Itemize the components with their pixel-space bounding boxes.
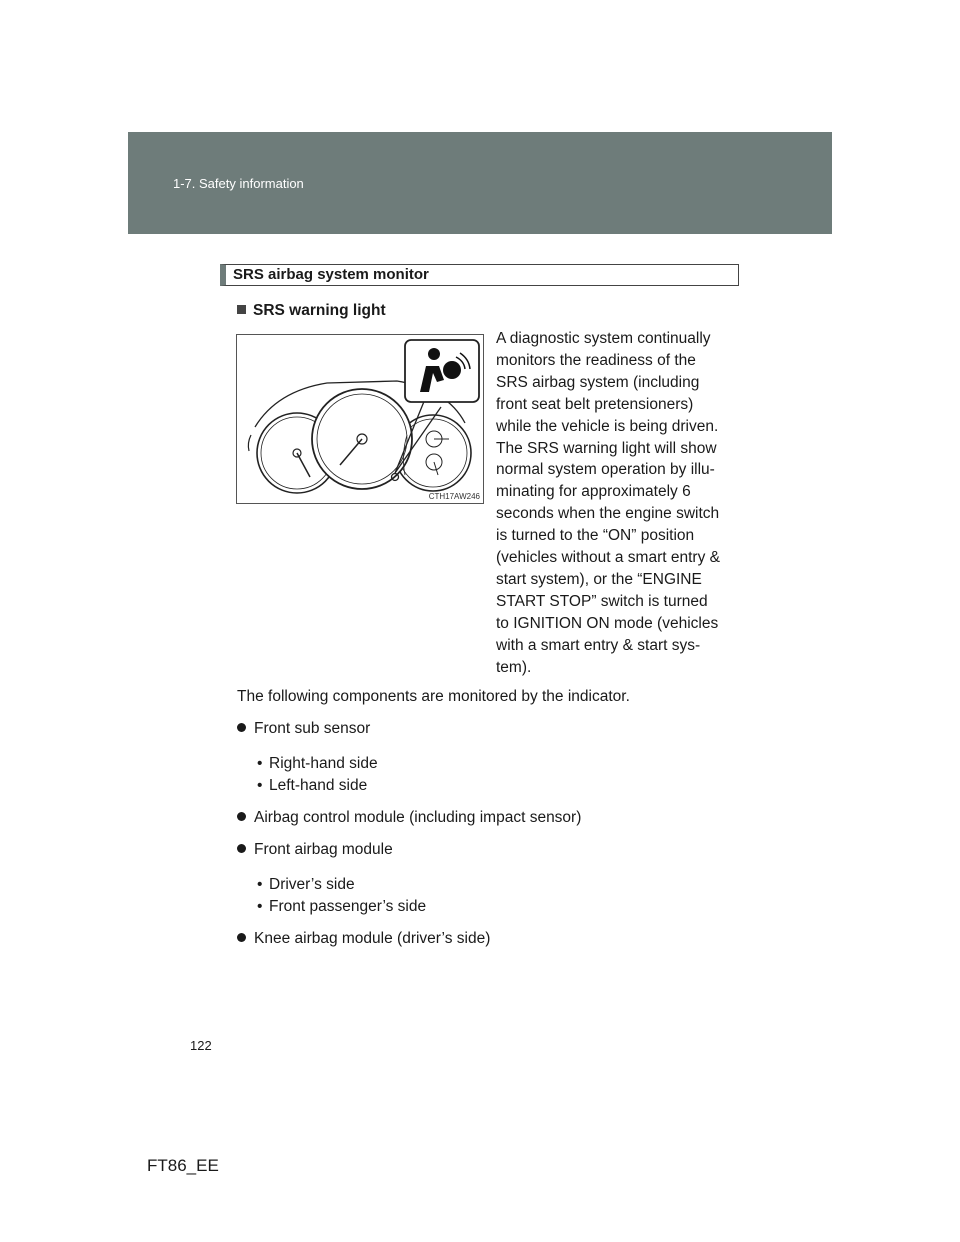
instrument-cluster-illustration [237,335,483,503]
description-line: normal system operation by illu- [496,461,715,479]
description-line: to IGNITION ON mode (vehicles [496,614,719,632]
description-line: SRS airbag system (including [496,373,700,391]
sub-list-item-label: Front passenger’s side [269,897,427,915]
description-line: The SRS warning light will show [496,439,717,457]
section-label: 1-7. Safety information [173,176,304,191]
sub-bullet-icon: • [257,897,263,915]
list-item-label: Knee airbag module (driver’s side) [254,930,491,947]
sub-bullet-icon: • [257,755,263,772]
sub-bullet-icon: • [257,776,263,794]
list-item [237,928,757,949]
list-item-label: Front airbag module [254,841,393,858]
description-line: minating for approximately 6 [496,483,691,501]
section-title: SRS airbag system monitor [220,264,739,286]
sub-list-item-label: Driver’s side [269,876,355,893]
sub-list-item [237,753,757,775]
description-line: front seat belt pretensioners) [496,395,694,413]
bullet-icon [237,812,246,821]
list-item-label: Airbag control module (including impact sensor) [254,809,582,826]
list-item [237,807,757,828]
description-line: A diagnostic system continually [496,330,711,347]
document-code: FT86_EE [147,1156,219,1175]
instrument-cluster-figure [236,334,484,504]
sub-list-item-label: Right-hand side [269,755,378,772]
figure-code: CTH17AW246 [428,492,480,501]
description-line: start system), or the “ENGINE [496,570,702,588]
list-item [237,718,757,739]
sub-list-item [237,896,757,918]
bullet-icon [237,723,246,732]
bullet-icon [237,844,246,853]
bullet-icon [237,933,246,942]
description-line: with a smart entry & start sys- [496,636,701,654]
components-intro: The following components are monitored by the indicator. [237,688,630,705]
description-line: tem). [496,658,532,676]
description-line: while the vehicle is being driven. [496,417,719,435]
list-item [237,839,757,860]
description [496,328,740,679]
description-line: seconds when the engine switch [496,505,720,523]
description-line: monitors the readiness of the [496,351,696,369]
sub-heading [237,302,386,320]
sub-list-item [237,775,757,797]
sub-list-item-label: Left-hand side [269,776,368,794]
list-item-label: Front sub sensor [254,720,371,737]
description-line: START STOP” switch is turned [496,592,708,610]
square-bullet-icon [237,305,246,314]
description-line: is turned to the “ON” position [496,527,695,545]
sub-list-item [237,874,757,896]
sub-bullet-icon: • [257,876,263,893]
page-number: 122 [190,1038,212,1053]
description-line: (vehicles without a smart entry & [496,549,720,567]
component-list [237,718,757,949]
sub-heading-label: SRS warning light [253,302,386,319]
